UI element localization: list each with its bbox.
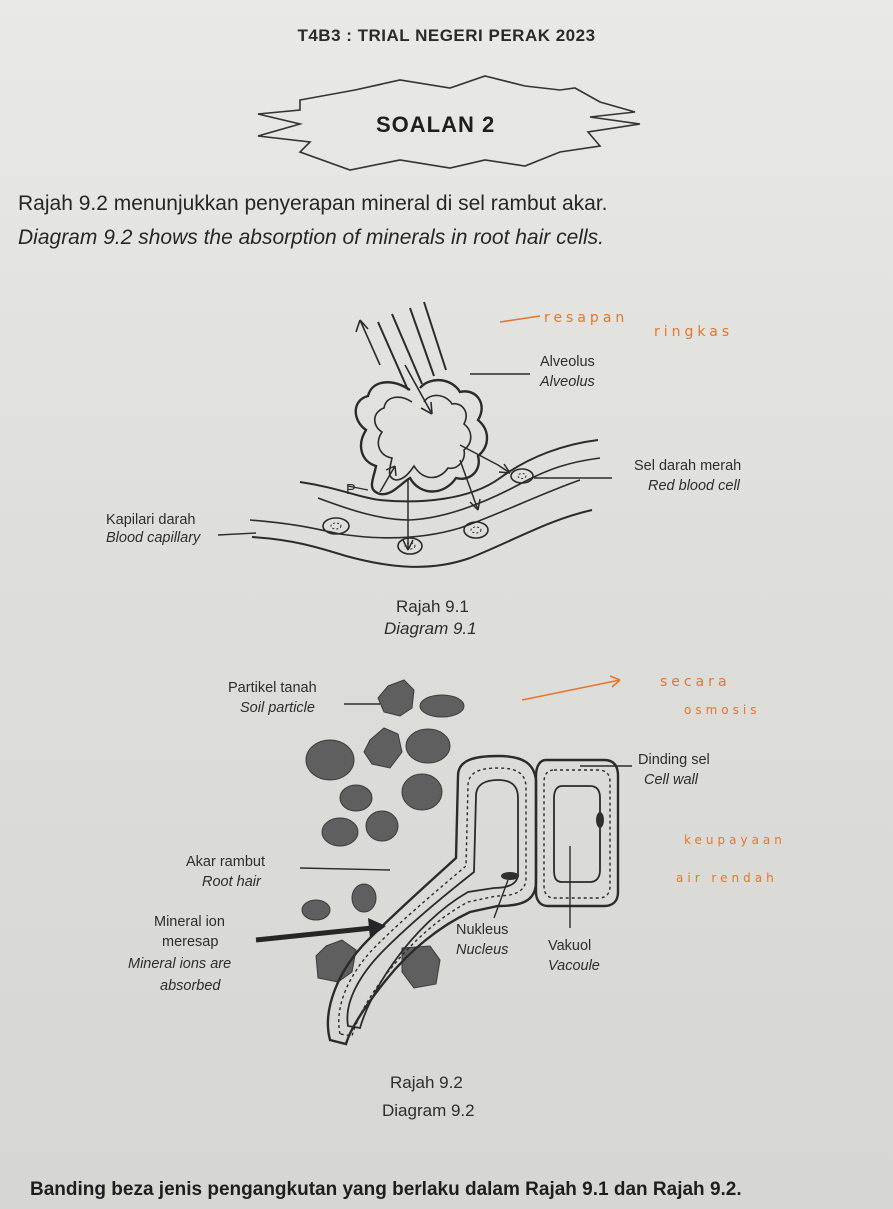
label-mineral-ms-1: Mineral ion — [154, 914, 225, 930]
label-rbc-en: Red blood cell — [648, 478, 740, 494]
label-cellwall-en: Cell wall — [644, 772, 698, 788]
label-alveolus-ms: Alveolus — [540, 354, 595, 370]
soalan-title: SOALAN 2 — [376, 112, 496, 137]
caption-9-2-ms: Rajah 9.2 — [390, 1073, 463, 1092]
label-mineral-en-2: absorbed — [160, 978, 221, 994]
label-rbc-ms: Sel darah merah — [634, 458, 742, 474]
handwriting-resapan: resapan — [544, 310, 629, 326]
handwriting-secara: secara — [660, 674, 731, 690]
diagram-9-1 — [218, 302, 612, 567]
label-cellwall-ms: Dinding sel — [638, 752, 710, 768]
label-soil-en: Soil particle — [240, 700, 315, 716]
soalan-banner — [258, 76, 640, 170]
label-mineral-ms-2: meresap — [162, 934, 219, 950]
label-capillary-ms: Kapilari darah — [106, 512, 196, 528]
page-header: T4B3 : TRIAL NEGERI PERAK 2023 — [297, 26, 596, 45]
handwriting-keupayaan: keupayaan — [684, 833, 786, 847]
label-p: P — [346, 482, 356, 498]
caption-9-2-en: Diagram 9.2 — [382, 1101, 475, 1120]
label-mineral-en-1: Mineral ions are — [128, 956, 232, 972]
label-vacuole-en: Vacoule — [548, 958, 600, 974]
label-soil-ms: Partikel tanah — [228, 680, 317, 696]
label-alveolus-en: Alveolus — [540, 374, 595, 390]
label-roothair-ms: Akar rambut — [186, 854, 265, 870]
label-vacuole-ms: Vakuol — [548, 938, 592, 954]
label-capillary-en: Blood capillary — [106, 530, 201, 546]
intro-english: Diagram 9.2 shows the absorption of minerals in root hair cells. — [18, 226, 604, 249]
question-text: Banding beza jenis pengangkutan yang berlaku dalam Rajah 9.1 dan Rajah 9.2. — [30, 1179, 742, 1200]
handwriting-air-rendah: air rendah — [676, 871, 778, 885]
handwriting-osmosis: osmosis — [684, 703, 761, 717]
label-roothair-en: Root hair — [202, 874, 261, 890]
label-nucleus-ms: Nukleus — [456, 922, 509, 938]
caption-9-1-en: Diagram 9.1 — [384, 619, 477, 638]
handwriting-ringkas: ringkas — [654, 324, 734, 340]
intro-malay: Rajah 9.2 menunjukkan penyerapan mineral di sel rambut akar. — [18, 192, 608, 215]
label-nucleus-en: Nucleus — [456, 942, 509, 958]
caption-9-1-ms: Rajah 9.1 — [396, 597, 469, 616]
